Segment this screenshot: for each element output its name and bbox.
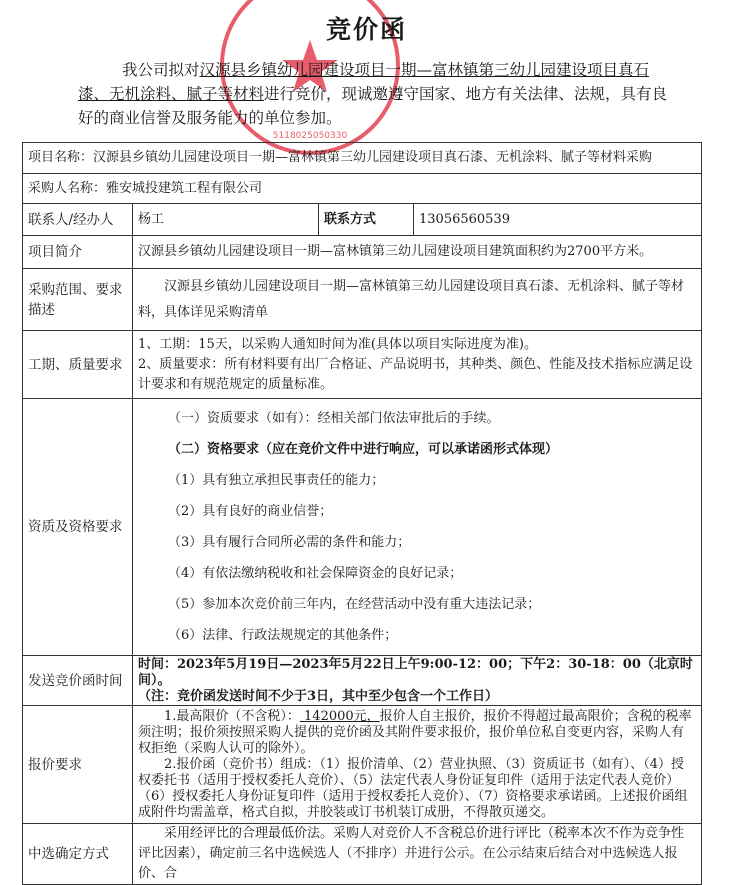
period-label: 工期、质量要求 xyxy=(23,331,133,399)
buyer-name: 采购人名称：雅安城投建筑工程有限公司 xyxy=(23,174,702,204)
send-note: （注：竞价函发送时间不少于3日，其中至少包含一个工作日） xyxy=(138,688,499,704)
intro-paragraph xyxy=(78,58,678,130)
quote-p1-a: 1.最高限价（不含税）： xyxy=(164,708,300,724)
qual-item-text: （二）资格要求（应在竞价文件中进行响应，可以承诺函形式体现） xyxy=(168,442,559,457)
send-value xyxy=(133,656,702,706)
page-title: 竞价函 xyxy=(325,15,407,44)
bid-table xyxy=(22,142,702,885)
qual-item xyxy=(138,434,696,465)
qual-item: （1）具有独立承担民事责任的能力； xyxy=(168,473,385,488)
quote-label: 报价要求 xyxy=(23,706,133,824)
scope-label: 采购范围、要求描述 xyxy=(23,269,133,331)
qual-item: （6）法律、行政法规规定的其他条件； xyxy=(168,628,398,643)
qual-item: （5）参加本次竞价前三年内，在经营活动中没有重大违法记录； xyxy=(168,597,541,612)
quote-para-2: 2.报价函（竞价书）组成：（1）报价清单、（2）营业执照、（3）资质证书（如有）、（4）授权委托书（适用于授权委托人竞价）、（5）法定代表人身份证复印件（适用于法定代表人竞价）（6）授权委托人身份证复印件（适用于授权委托人竞价）、（7）资格要求承诺函。上述报价函组成附件均需盖章，格式自拟，并胶装或订书机装订成册，不得散页递交。 xyxy=(138,756,688,820)
intro-prefix: 我公司拟对 xyxy=(122,61,200,79)
qual-item: （2）具有良好的商业信誉； xyxy=(168,504,333,519)
qual-value xyxy=(133,399,702,656)
project-name: 项目名称：汉源县乡镇幼儿园建设项目一期—富林镇第三幼儿园建设项目真石漆、无机涂料、腻子等材料采购 xyxy=(23,143,702,174)
seal-number: 5118025050330 xyxy=(272,131,348,141)
summary-label: 项目简介 xyxy=(23,236,133,269)
quote-p1-b: 报价人自主报价，报价不得超过最高限价；含税的税率须注明；报价须按照采购人提供的竞价函及其附件要求报价，报价单位私自变更内容，采购人有权拒绝（采购人认可的除外）。 xyxy=(138,708,692,756)
qual-item: （3）具有履行合同所必需的条件和能力； xyxy=(168,535,411,550)
max-price: 142000元， xyxy=(299,708,380,724)
select-label: 中选确定方式 xyxy=(23,824,133,885)
select-value: 采用经评比的合理最低价法。采购人对竞价人不含税总价进行评比（税率本次不作为竞争性评比因素），确定前三名中选候选人（不排序）并进行公示。在公示结束后结合对中选候选人报价、合 xyxy=(133,824,702,885)
quote-para-1 xyxy=(138,709,696,757)
quality-line: 2、质量要求：所有材料要有出厂合格证、产品说明书，其种类、颜色、性能及技术指标应满足设计要求和有规范规定的质量标准。 xyxy=(138,356,693,392)
send-label: 发送竞价函时间 xyxy=(23,656,133,706)
contact-label: 联系人/经办人 xyxy=(23,204,133,236)
period-line: 1、工期：15天，以采购人通知时间为准(具体以项目实际进度为准)。 xyxy=(138,336,537,352)
qual-item: （一）资质要求（如有）：经相关部门依法审批后的手续。 xyxy=(168,411,500,426)
qual-label: 资质及资格要求 xyxy=(23,399,133,656)
intro-suffix: 进行竞价，现诚邀遵守国家、地方有关法律、法规，具有良好的商业信誉及服务能力的单位参加。 xyxy=(78,85,668,127)
contact-value: 杨工 xyxy=(133,204,319,236)
intro-project: 汉源县乡镇幼儿园建设项目一期—富林镇第三幼儿园建设项目真石漆、无机涂料、腻子等材料 xyxy=(78,61,650,103)
phone-value: 13056560539 xyxy=(414,204,702,236)
phone-label: 联系方式 xyxy=(319,204,414,236)
period-value xyxy=(133,331,702,399)
summary-value: 汉源县乡镇幼儿园建设项目一期—富林镇第三幼儿园建设项目建筑面积约为2700平方米。 xyxy=(133,236,702,269)
qual-item: （4）有依法缴纳税收和社会保障资金的良好记录； xyxy=(168,566,463,581)
quote-value xyxy=(133,706,702,824)
send-time: 时间：2023年5月19日—2023年5月22日上午9:00-12：00；下午2：30-18：00（北京时间）。 xyxy=(138,656,693,688)
scope-value: 汉源县乡镇幼儿园建设项目一期—富林镇第三幼儿园建设项目真石漆、无机涂料、腻子等材料，具体详见采购清单 xyxy=(133,269,702,331)
